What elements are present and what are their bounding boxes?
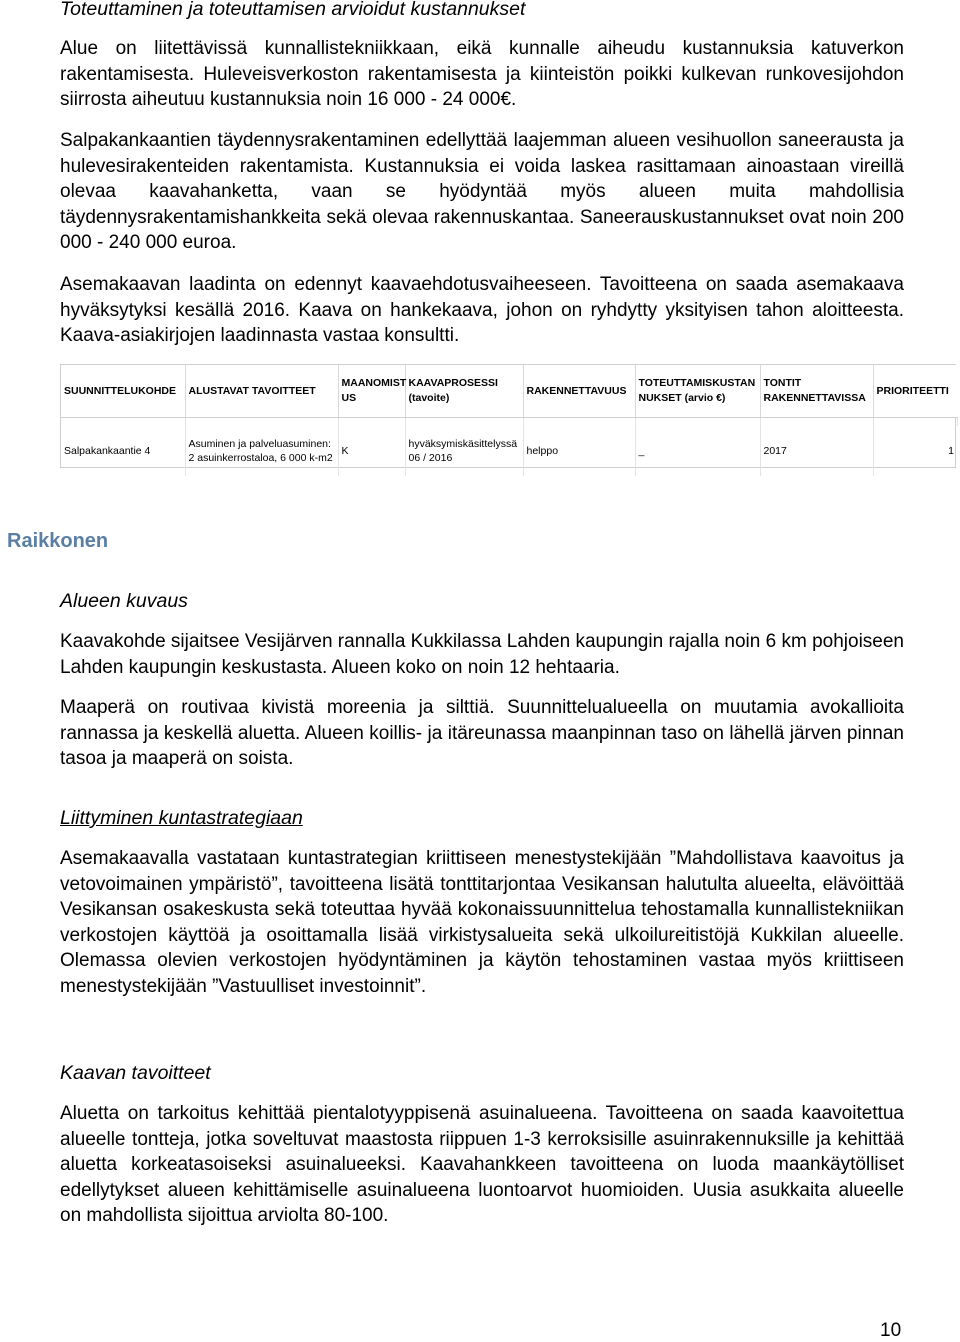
section-heading-raikkonen: Raikkonen bbox=[7, 530, 109, 552]
table-cell: Asuminen ja palveluasuminen: 2 asuinkerrostaloa, 6 000 k-m2 bbox=[185, 426, 338, 476]
table-header-cell: TOTEUTTAMISKUSTAN NUKSET (arvio €) bbox=[635, 365, 760, 418]
table-header-cell: KAAVAPROSESSI (tavoite) bbox=[405, 365, 523, 418]
table-cell: 1 bbox=[948, 445, 954, 457]
table-header-row bbox=[61, 365, 957, 418]
section-title-toteuttaminen: Toteuttaminen ja toteuttamisen arvioidut kustannukset bbox=[60, 0, 526, 20]
subheading-alueen-kuvaus: Alueen kuvaus bbox=[60, 590, 188, 612]
paragraph-kaavakohde: Kaavakohde sijaitsee Vesijärven rannalla Kukkilassa Lahden kaupungin rajalla noin 6 km pohjoiseen Lahden kaupungin keskustasta. Alueen koko on noin 12 hehtaaria. bbox=[60, 631, 904, 678]
table-header-cell: PRIORITEETTI bbox=[873, 365, 957, 418]
table-header-cell: RAKENNETTAVUUS bbox=[523, 365, 635, 418]
paragraph-tavoitteet: Aluetta on tarkoitus kehittää pientalotyyppisenä asuinalueena. Tavoitteena on saada kaavoitettua alueelle tontteja, jotka soveltuvat maastosta riippuen 1-3 kerroksisille asuinrakennuksille ja kehittää aluetta korkeatasoiseksi asuinalueeksi. Kaavahankkeen tavoitteena on luoda maankäytölliset edellytykset alueen kehittämiselle asuinalueena luontoarvot huomioiden. Uusia asukkaita alueelle on mahdollista sijoittua arviolta 80-100. bbox=[60, 1103, 904, 1226]
table-header-cell: TONTIT RAKENNETTAVISSA bbox=[760, 365, 873, 418]
paragraph-saneeraus: Salpakankaantien täydennysrakentaminen edellyttää laajemman alueen vesihuollon saneerausta ja hulevesirakenteiden rakentamista. Kustannuksia ei voida laskea rasittamaan ainoastaan vireillä olevaa kaavahanketta, vaan se hyödyntää myös alueen muita mahdollisia täydennysrakentamishankkeita sekä olevaa rakennuskantaa. Saneerauskustannukset ovat noin 200 000 - 240 000 euroa. bbox=[60, 130, 904, 253]
project-table bbox=[60, 364, 956, 468]
paragraph-kuntastrategia: Asemakaavalla vastataan kuntastrategian kriittiseen menestystekijään ”Mahdollistava kaavoitus ja vetovoimainen ympäristö”, tavoitteena lisätä tonttitarjontaa Vesikansan halutulta alueelta, elävöittää Vesikansan osakeskusta sekä toteuttaa hyvää kokonaissuunnittelua tehostamalla kunnallistekniikan verkostojen käyttöä ja osoittamalla lisää virkistysalueita sekä ulkoilureitistöjä Kukkilan alueelle. Olemassa olevien verkostojen hyödyntäminen ja käytön tehostaminen vastaa myös kriittiseen menestystekijään ”Vastuulliset investoinnit”. bbox=[60, 848, 904, 997]
table-cell: _ bbox=[635, 426, 760, 476]
table-header-cell: SUUNNITTELUKOHDE bbox=[61, 365, 185, 418]
table-spacer-row bbox=[61, 418, 957, 427]
paragraph-maapera: Maaperä on routivaa kivistä moreenia ja silttiä. Suunnittelualueella on muutamia avokallioita rannassa ja keskellä aluetta. Alueen koillis- ja itäreunassa maanpinnan taso on lähellä järven pinnan tasoa ja maaperä on soista. bbox=[60, 697, 904, 769]
subheading-kaavan-tavoitteet: Kaavan tavoitteet bbox=[60, 1062, 211, 1084]
table-cell: K bbox=[338, 426, 405, 476]
paragraph-kustannukset: Alue on liitettävissä kunnallistekniikkaan, eikä kunnalle aiheudu kustannuksia katuverkon rakentamisesta. Huleveisverkoston rakentamisesta ja kiinteistön poikki kulkevan runkovesijohdon siirrosta aiheutuu kustannuksia noin 16 000 - 24 000€. bbox=[60, 38, 904, 110]
page-number: 10 bbox=[880, 1320, 902, 1341]
table-cell: helppo bbox=[523, 426, 635, 476]
table-header-cell: MAANOMIST US bbox=[338, 365, 405, 418]
subheading-kuntastrategia: Liittyminen kuntastrategiaan bbox=[60, 807, 303, 829]
paragraph-asemakaava: Asemakaavan laadinta on edennyt kaavaehdotusvaiheeseen. Tavoitteena on saada asemakaava hyväksytyksi kesällä 2016. Kaava on hankekaava, johon on ryhdytty yksityisen tahon aloitteesta. Kaava-asiakirjojen laadinnasta vastaa konsultti. bbox=[60, 274, 904, 346]
table-row bbox=[61, 426, 957, 476]
table-cell: hyväksymiskäsittelyssä 06 / 2016 bbox=[405, 426, 523, 476]
table-header-cell: ALUSTAVAT TAVOITTEET bbox=[185, 365, 338, 418]
table-cell: Salpakankaantie 4 bbox=[61, 426, 185, 476]
table-cell: 2017 bbox=[760, 426, 873, 476]
